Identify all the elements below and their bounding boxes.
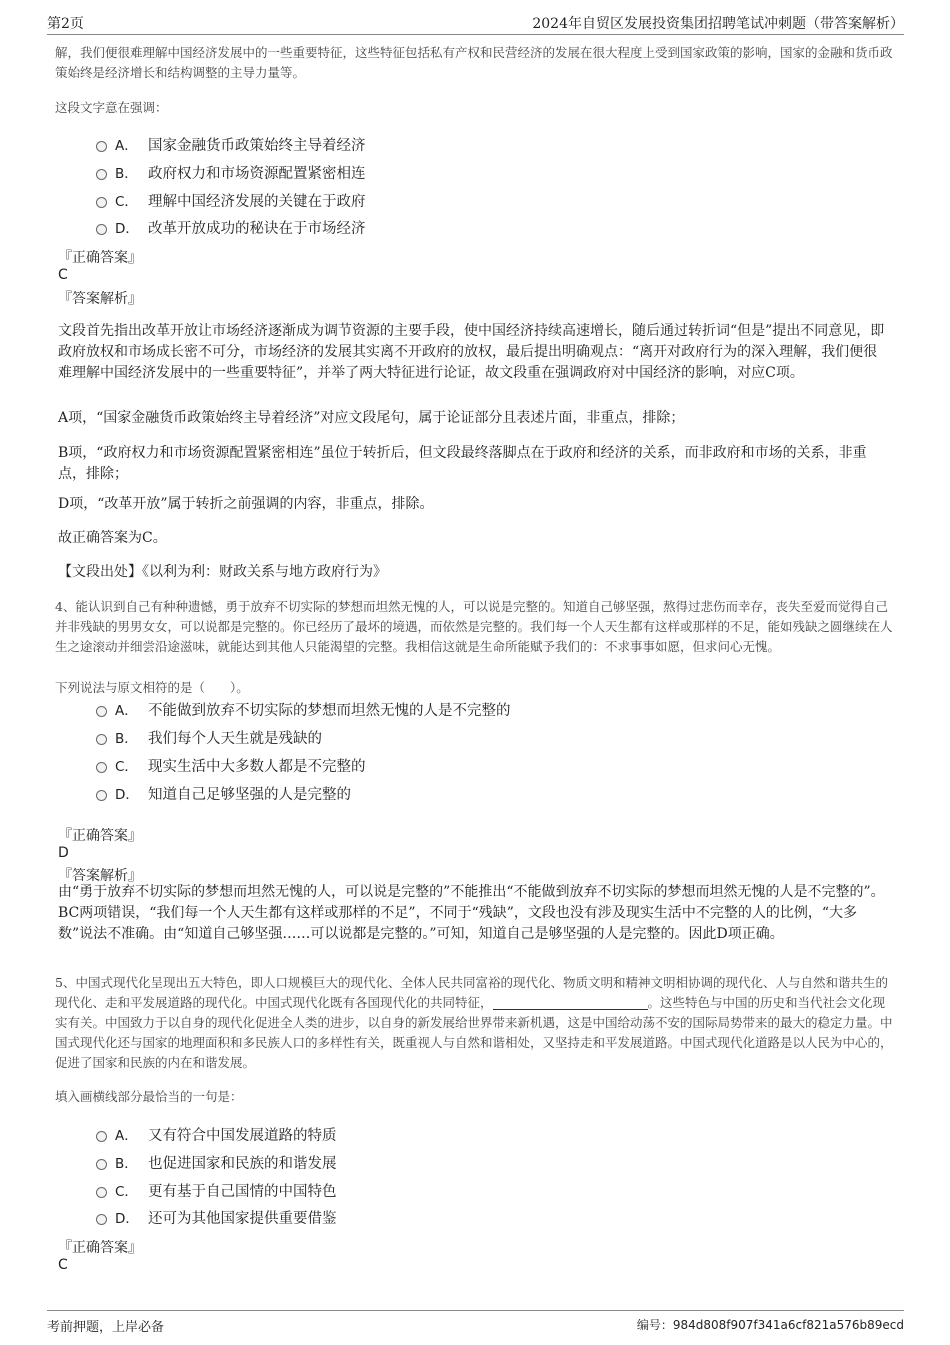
- document-title: 2024年自贸区发展投资集团招聘笔试冲刺题（带答案解析）: [532, 16, 904, 32]
- q5-passage: 5、中国式现代化呈现出五大特色，即人口规模巨大的现代化、全体人民共同富裕的现代化、物质文明和精神文明相协调的现代化、人与自然和谐共生的现代化、走和平发展道路的现代化。中国式现代化既有各国现代化的共同特征， 。这些特色与中国的历史和当代社会文化现实有关。中国致力于以自身的现代化促进全人类的进步，以自身的新发展给世界带来新机遇，这是中国给动荡不安的国际局势带来的最大的稳定力量。中国式现代化还与国家的地理面积和多民族人口的多样性有关，既重视人与自然和谐相处，又坚持走和平发展道路。中国式现代化道路是以人民为中心的，促进了国家和民族的内在和谐发展。: [55, 975, 893, 1070]
- q3-option-b[interactable]: B． 政府权力和市场资源配置紧密相连: [96, 162, 366, 183]
- q4-passage: 4、能认识到自己有种种遗憾，勇于放弃不切实际的梦想而坦然无愧的人，可以说是完整的。知道自己够坚强，熬得过悲伤而幸存，丧失至爱而觉得自己并非残缺的男男女女，可以说都是完整的。你已经历了最坏的境遇，而依然是完整的。我们每一个人天生都有这样或那样的不足，能如残缺之圆继续在人生之途滚动并细尝沿途滋味，就能达到其他人只能渴望的完整。我相信这就是生命所能赋予我们的：不求事事如愿，但求问心无愧。: [55, 599, 893, 654]
- q4-answer: D: [58, 845, 69, 861]
- radio-icon[interactable]: [96, 1187, 107, 1198]
- radio-icon[interactable]: [96, 197, 107, 208]
- q4-analysis-label: 『答案解析』: [58, 868, 142, 884]
- q4-option-b[interactable]: B． 我们每个人天生就是残缺的: [96, 727, 322, 748]
- q3-source: 【文段出处】《以利为利：财政关系与地方政府行为》: [58, 564, 387, 580]
- q4-option-a[interactable]: A． 不能做到放弃不切实际的梦想而坦然无愧的人是不完整的: [96, 699, 511, 720]
- q3-stem: 这段文字意在强调：: [55, 100, 168, 115]
- q5-correct-label: 『正确答案』: [58, 1240, 142, 1256]
- q5-option-b[interactable]: B． 也促进国家和民族的和谐发展: [96, 1152, 337, 1173]
- q4-stem: 下列说法与原文相符的是（ ）。: [55, 680, 249, 695]
- radio-icon[interactable]: [96, 1214, 107, 1225]
- radio-icon[interactable]: [96, 169, 107, 180]
- radio-icon[interactable]: [96, 1131, 107, 1142]
- page-number: 第2页: [47, 16, 84, 32]
- radio-icon[interactable]: [96, 706, 107, 717]
- page-header: [47, 10, 904, 35]
- q3-option-a[interactable]: A． 国家金融货币政策始终主导着经济: [96, 134, 366, 155]
- q5-answer: C: [58, 1257, 68, 1273]
- q3-option-c[interactable]: C． 理解中国经济发展的关键在于政府: [96, 190, 366, 211]
- q3-explanation-main: 文段首先指出改革开放让市场经济逐渐成为调节资源的主要手段，使中国经济持续高速增长，随后通过转折词“但是”提出不同意见，即政府放权和市场成长密不可分，市场经济的发展其实离不开政府的放权，最后提出明确观点：“离开对政府行为的深入理解，我们便很难理解中国经济发展中的一些重要特征”，并举了两大特征进行论证，故文段重在强调政府对中国经济的影响，对应C项。: [58, 323, 885, 381]
- radio-icon[interactable]: [96, 762, 107, 773]
- radio-icon[interactable]: [96, 224, 107, 235]
- q4-correct-label: 『正确答案』: [58, 828, 142, 844]
- q5-option-c[interactable]: C． 更有基于自己国情的中国特色: [96, 1180, 337, 1201]
- radio-icon[interactable]: [96, 734, 107, 745]
- q3-analysis-label: 『答案解析』: [58, 291, 142, 307]
- q3-explanation-b: B项，“政府权力和市场资源配置紧密相连”虽位于转折后，但文段最终落脚点在于政府和经济的关系，而非政府和市场的关系，非重点，排除；: [58, 445, 867, 482]
- q5-option-a[interactable]: A． 又有符合中国发展道路的特质: [96, 1124, 337, 1145]
- radio-icon[interactable]: [96, 790, 107, 801]
- document-code: 编号：984d808f907f341a6cf821a576b89ecd: [636, 1318, 904, 1332]
- q3-conclusion: 故正确答案为C。: [58, 530, 167, 546]
- q3-explanation-a: A项，“国家金融货币政策始终主导着经济”对应文段尾句，属于论证部分且表述片面，非重点，排除；: [58, 410, 685, 426]
- fill-blank: [493, 995, 648, 1010]
- q3-answer: C: [58, 267, 68, 283]
- radio-icon[interactable]: [96, 1159, 107, 1170]
- q5-option-d[interactable]: D． 还可为其他国家提供重要借鉴: [96, 1207, 337, 1228]
- q4-option-c[interactable]: C． 现实生活中大多数人都是不完整的: [96, 755, 366, 776]
- q5-stem: 填入画横线部分最恰当的一句是：: [55, 1089, 243, 1104]
- q4-explanation: 由“勇于放弃不切实际的梦想而坦然无愧的人，可以说是完整的”不能推出“不能做到放弃不切实际的梦想而坦然无愧的人是不完整的”。BC两项错误，“我们每一个人天生都有这样或那样的不足”，不同于“残缺”，文段也没有涉及现实生活中不完整的人的比例，“大多数”说法不准确。由“知道自己够坚强……可以说都是完整的。”可知，知道自己是够坚强的人是完整的。因此D项正确。: [58, 884, 885, 942]
- q3-passage-tail: 解，我们便很难理解中国经济发展中的一些重要特征，这些特征包括私有产权和民营经济的发展在很大程度上受到国家政策的影响，国家的金融和货币政策始终是经济增长和结构调整的主导力量等。: [55, 45, 893, 80]
- radio-icon[interactable]: [96, 141, 107, 152]
- q4-option-d[interactable]: D． 知道自己足够坚强的人是完整的: [96, 783, 351, 804]
- q3-correct-label: 『正确答案』: [58, 250, 142, 266]
- q3-explanation-d: D项，“改革开放”属于转折之前强调的内容，非重点，排除。: [58, 496, 434, 512]
- q3-option-d[interactable]: D． 改革开放成功的秘诀在于市场经济: [96, 217, 366, 238]
- page-footer: [47, 1310, 904, 1335]
- footer-slogan: 考前押题，上岸必备: [47, 1320, 165, 1335]
